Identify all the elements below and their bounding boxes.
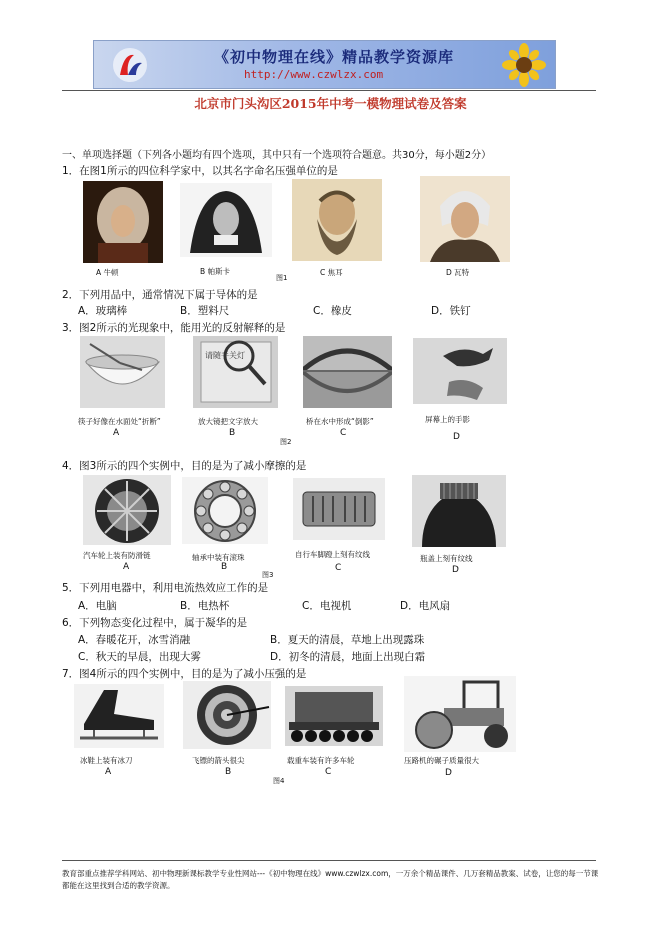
sunflower-icon (499, 43, 549, 87)
q4-letter-a: A (123, 562, 130, 572)
q1-caption-a: A 牛顿 (96, 268, 119, 277)
photo-tire-chain (83, 475, 171, 545)
q3-letter-a: A (113, 428, 120, 438)
q7-letter-d: D (445, 768, 452, 778)
header-rule (62, 90, 596, 91)
section-heading: 一、单项选择题（下列各小题均有四个选项，其中只有一个选项符合题意。共30分，每小题2分） (62, 150, 492, 161)
q4-caption-b: 轴承中装有滚珠 (192, 553, 245, 562)
q6-option-c: C．秋天的早晨，出现大雾 (78, 651, 201, 663)
banner-title: 《初中物理在线》精品教学资源库 (214, 48, 455, 66)
photo-ice-skate (74, 684, 164, 748)
q3-letter-b: B (229, 428, 236, 438)
q1-stem: 1．在图1所示的四位科学家中，以其名字命名压强单位的是 (62, 165, 338, 177)
photo-bowl-chopsticks (80, 336, 165, 408)
figure-2-label: 图2 (280, 438, 292, 446)
q4-letter-d: D (452, 565, 459, 575)
q4-letter-c: C (335, 563, 342, 573)
q3-caption-a: 筷子好像在水面处“折断” (78, 417, 161, 426)
photo-heavy-truck (285, 686, 383, 746)
q3-caption-d: 屏幕上的手影 (425, 415, 470, 424)
photo-bridge-reflection (303, 336, 392, 408)
photo-bike-pedal (293, 478, 385, 540)
q2-option-b: B．塑料尺 (180, 305, 230, 317)
sign-text: 请随手关灯 (205, 351, 245, 360)
figure-1-label: 图1 (276, 274, 288, 282)
portrait-watt (420, 176, 510, 262)
q5-option-b: B．电热杯 (180, 600, 230, 612)
portrait-joule (292, 179, 382, 261)
photo-magnifier (193, 336, 278, 408)
footer-rule (62, 860, 596, 861)
q6-option-a: A．春暖花开，冰雪消融 (78, 634, 191, 646)
q2-option-a: A．玻璃棒 (78, 305, 128, 317)
q3-caption-c: 桥在水中形成“倒影” (306, 417, 374, 426)
q4-stem: 4．图3所示的四个实例中，目的是为了减小摩擦的是 (62, 460, 307, 472)
q6-option-d: D．初冬的清晨，地面上出现白霜 (270, 651, 426, 663)
q2-option-d: D．铁钉 (431, 305, 471, 317)
q6-stem: 6．下列物态变化过程中，属于凝华的是 (62, 617, 248, 629)
site-banner (93, 40, 556, 89)
site-logo-icon (112, 47, 148, 83)
q2-option-c: C．橡皮 (313, 305, 352, 317)
q1-caption-c: C 焦耳 (320, 268, 343, 277)
q4-letter-b: B (221, 562, 228, 572)
q1-caption-b: B 帕斯卡 (200, 267, 231, 276)
photo-road-roller (404, 676, 516, 752)
q6-option-b: B．夏天的清晨，草地上出现露珠 (270, 634, 425, 646)
q7-stem: 7．图4所示的四个实例中，目的是为了减小压强的是 (62, 668, 307, 680)
q7-caption-d: 压路机的碾子质量很大 (404, 756, 479, 765)
q4-caption-c: 自行车脚蹬上刻有纹线 (295, 550, 370, 559)
q3-letter-d: D (453, 432, 460, 442)
q5-option-a: A．电脑 (78, 600, 117, 612)
q2-stem: 2．下列用品中，通常情况下属于导体的是 (62, 289, 258, 301)
figure-3-label: 图3 (262, 571, 274, 579)
q3-caption-b: 放大镜把文字放大 (198, 417, 258, 426)
photo-dartboard (183, 681, 271, 749)
q7-caption-a: 冰鞋上装有冰刀 (80, 756, 133, 765)
q5-option-d: D．电风扇 (400, 600, 451, 612)
q7-letter-a: A (105, 767, 112, 777)
q3-letter-c: C (340, 428, 347, 438)
q7-letter-c: C (325, 767, 332, 777)
q5-option-c: C．电视机 (302, 600, 352, 612)
q3-stem: 3．图2所示的光现象中，能用光的反射解释的是 (62, 322, 286, 334)
photo-bottle-cap (412, 475, 506, 547)
q7-letter-b: B (225, 767, 232, 777)
figure-4-label: 图4 (273, 777, 285, 785)
q4-caption-d: 瓶盖上刻有纹线 (420, 554, 473, 563)
portrait-newton (83, 181, 163, 263)
q1-caption-d: D 瓦特 (446, 268, 470, 277)
q5-stem: 5．下列用电器中，利用电流热效应工作的是 (62, 582, 269, 594)
q7-caption-c: 载重车装有许多车轮 (287, 756, 355, 765)
photo-hand-shadow (413, 338, 507, 404)
photo-ball-bearing (182, 477, 268, 544)
document-title: 北京市门头沟区2015年中考一模物理试卷及答案 (194, 96, 467, 111)
q7-caption-b: 飞镖的箭头很尖 (192, 756, 245, 765)
portrait-pascal (180, 183, 272, 257)
q4-caption-a: 汽车轮上装有防滑链 (83, 551, 151, 560)
banner-url[interactable]: http://www.czwlzx.com (244, 68, 384, 81)
footer-text: 教育部重点推荐学科网站、初中物理新课标教学专业性网站---《初中物理在线》www.czwlzx.com，一万余个精品课件、几万套精品教案、试卷，让您的每一节课都能在这里找到合适的教学资源。 (62, 869, 599, 890)
